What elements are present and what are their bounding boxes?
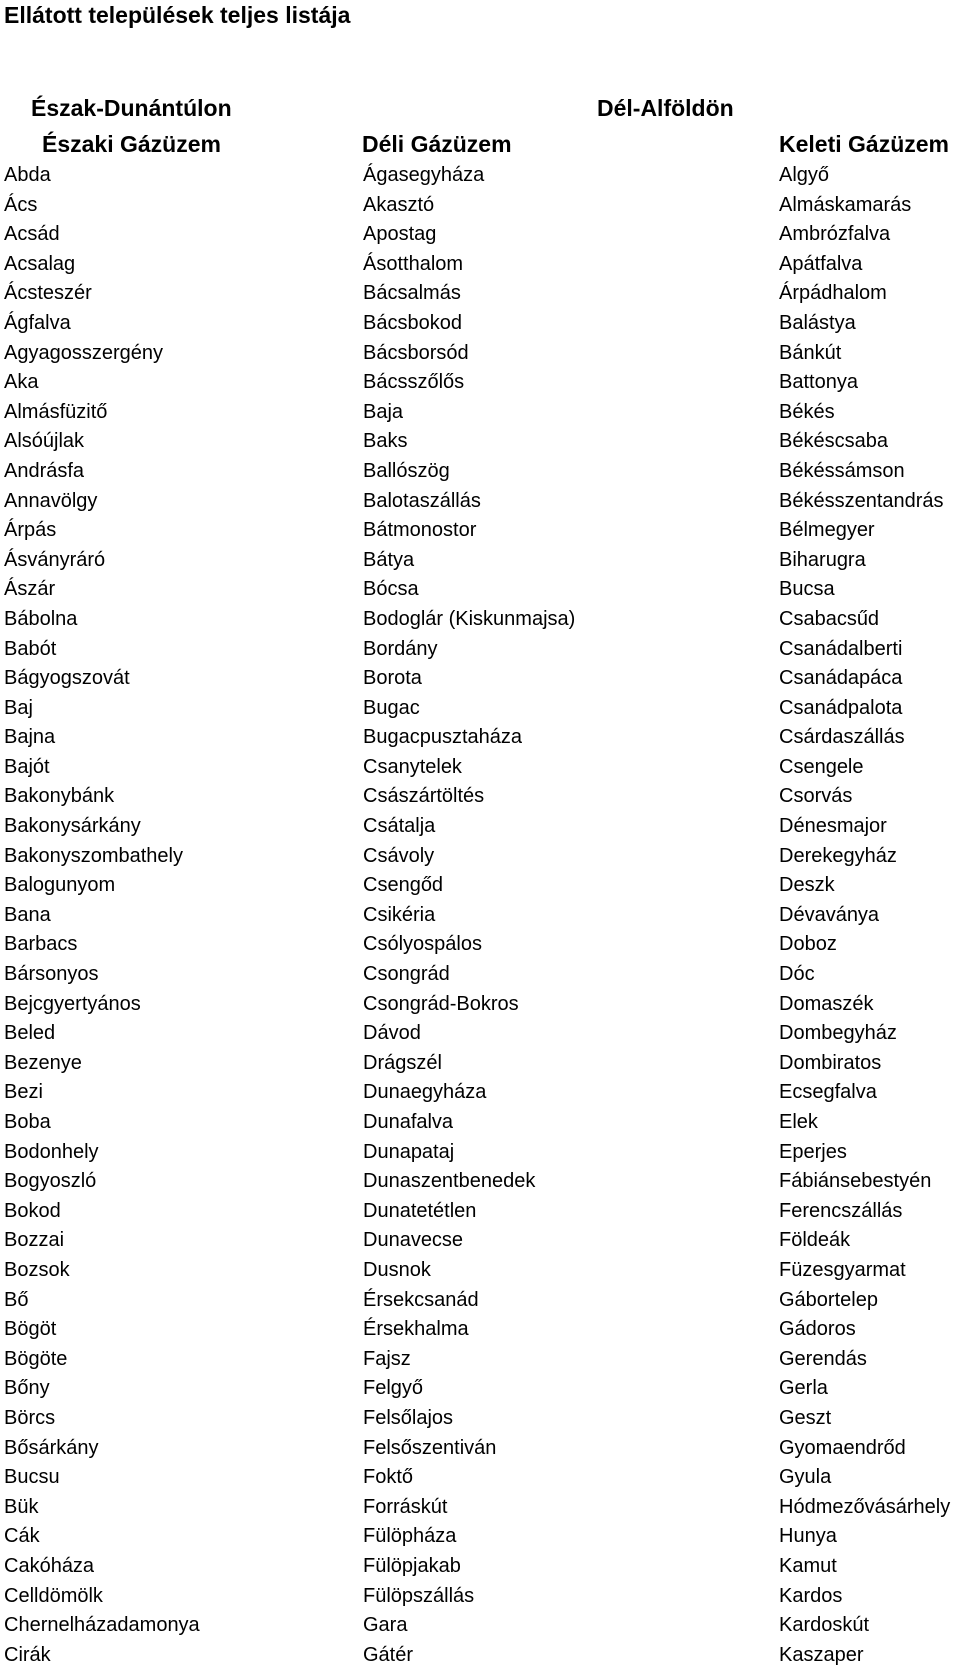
settlement-name: Akasztó [363,193,435,216]
column-heading-southern-gas-plant: Déli Gázüzem [362,131,512,157]
settlement-name: Bácsbokod [363,311,462,334]
settlement-name: Ászár [4,578,56,601]
settlement-name: Érsekcsanád [363,1288,479,1311]
settlement-name: Fajsz [363,1347,411,1370]
settlement-name: Cák [4,1525,40,1548]
settlement-name: Bánkút [779,341,842,364]
settlement-name: Biharugra [779,548,866,571]
settlement-name: Elek [779,1111,818,1133]
settlement-name: Doboz [779,933,837,956]
settlement-name: Csátalja [363,815,436,838]
settlement-name: Kaszaper [779,1643,864,1666]
settlement-name: Bábolna [4,607,78,630]
settlement-name: Ásványráró [4,548,106,571]
settlement-name: Boba [4,1111,51,1133]
settlement-name: Árpádhalom [779,282,887,305]
settlement-name: Dombiratos [779,1051,882,1074]
settlement-name: Csorvás [779,785,853,808]
settlement-name: Csanytelek [363,755,462,778]
settlement-name: Gerendás [779,1347,867,1370]
settlement-name: Agyagosszergény [4,341,163,364]
settlement-name: Cirák [4,1643,51,1666]
settlement-name: Bősárkány [4,1436,99,1459]
settlement-name: Celldömölk [4,1584,103,1607]
settlement-name: Baja [363,400,404,423]
page-title: Ellátott települések teljes listája [4,2,351,28]
settlement-name: Békésszentandrás [779,489,944,512]
settlement-name: Csólyospálos [363,933,482,956]
settlement-name: Ecsegfalva [779,1081,877,1104]
settlement-name: Bögöt [4,1318,57,1341]
settlement-name: Balogunyom [4,874,116,897]
settlement-name: Csongrád [363,963,450,986]
settlement-name: Gara [363,1614,408,1637]
settlement-name: Almáskamarás [779,193,912,216]
settlement-name: Domaszék [779,992,874,1015]
settlement-name: Felgyő [363,1377,424,1400]
settlement-name: Dénesmajor [779,815,887,838]
settlement-name: Bakonybánk [4,785,115,808]
column-heading-northern-gas-plant: Északi Gázüzem [42,131,221,157]
settlement-name: Dunafalva [363,1111,454,1133]
settlement-name: Bő [4,1288,29,1311]
settlement-name: Baj [4,696,33,719]
settlement-name: Andrásfa [4,459,85,482]
settlement-name: Hódmezővásárhely [779,1495,951,1518]
settlement-name: Battonya [779,371,858,394]
settlement-name: Eperjes [779,1140,847,1163]
settlement-name: Csávoly [363,844,435,867]
settlement-name: Dunapataj [363,1140,455,1163]
settlement-list-eastern [779,161,950,1670]
settlement-name: Csárdaszállás [779,726,905,749]
settlement-name: Chernelházadamonya [4,1614,200,1637]
settlement-name: Alsóújlak [4,430,85,453]
settlement-name: Barbacs [4,933,78,956]
settlement-name: Felsőszentiván [363,1436,497,1459]
settlement-name: Földeák [779,1229,851,1252]
settlement-name: Dóc [779,963,815,986]
settlement-name: Gábortelep [779,1288,878,1311]
settlement-name: Ágfalva [4,311,71,334]
region-heading-north-transdanubia: Észak-Dunántúlon [31,95,232,121]
settlement-name: Bátmonostor [363,519,477,542]
settlement-name: Bélmegyer [779,519,875,542]
settlement-name: Bugac [363,696,420,719]
settlement-name: Csanádpalota [779,696,903,719]
region-heading-south-great-plain: Dél-Alföldön [597,95,734,121]
settlement-name: Ácsteszér [4,282,92,305]
settlement-name: Apostag [363,223,437,246]
settlement-name: Abda [4,164,51,186]
settlement-name: Kamut [779,1554,837,1577]
settlement-name: Bozsok [4,1258,70,1281]
settlement-name: Bátya [363,548,415,571]
settlement-name: Csikéria [363,903,436,926]
settlement-name: Almásfüzitő [4,400,108,423]
settlement-name: Aka [4,371,39,394]
settlement-name: Dombegyház [779,1022,897,1045]
settlement-name: Hunya [779,1525,837,1548]
settlement-name: Ballószög [363,459,450,482]
settlement-name: Bodoglár (Kiskunmajsa) [363,607,576,630]
settlement-name: Gyomaendrőd [779,1436,906,1459]
settlement-name: Fülöpjakab [363,1554,461,1577]
settlement-name: Bajna [4,726,56,749]
settlement-name: Forráskút [363,1495,448,1518]
settlement-name: Bük [4,1495,39,1518]
settlement-name: Bejcgyertyános [4,992,141,1015]
settlement-list-southern [363,161,575,1670]
settlement-name: Cakóháza [4,1554,95,1577]
settlement-name: Fábiánsebestyén [779,1170,932,1193]
settlement-name: Békés [779,400,835,423]
settlement-name: Dunaegyháza [363,1081,487,1104]
settlement-name: Bordány [363,637,438,660]
settlement-name: Békéscsaba [779,430,888,453]
settlement-name: Bokod [4,1199,61,1222]
settlement-name: Bajót [4,755,50,778]
settlement-name: Bucsa [779,578,835,601]
settlement-name: Békéssámson [779,459,905,482]
settlement-name: Csongrád-Bokros [363,992,519,1015]
settlement-name: Ács [4,193,38,216]
settlement-name: Bezenye [4,1051,82,1074]
settlement-name: Bácsborsód [363,341,469,364]
settlement-name: Bőny [4,1377,50,1400]
settlement-name: Kardos [779,1584,843,1607]
settlement-name: Baks [363,430,408,453]
settlement-name: Börcs [4,1406,56,1429]
settlement-name: Csanádapáca [779,667,903,690]
settlement-name: Balástya [779,311,856,334]
settlement-name: Csengőd [363,874,444,897]
settlement-name: Bácsszőlős [363,371,465,394]
settlement-name: Bugacpusztaháza [363,726,523,749]
settlement-name: Bácsalmás [363,282,461,305]
settlement-name: Csabacsűd [779,607,880,630]
settlement-name: Derekegyház [779,844,897,867]
settlement-name: Foktő [363,1466,414,1489]
settlement-name: Árpás [4,519,57,542]
settlement-name: Apátfalva [779,252,863,275]
settlement-name: Dunavecse [363,1229,464,1252]
settlement-name: Dusnok [363,1258,431,1281]
settlement-name: Bögöte [4,1347,68,1370]
settlement-name: Drágszél [363,1051,442,1074]
settlement-name: Ásotthalom [363,252,464,275]
settlement-name: Dunatetétlen [363,1199,477,1222]
settlement-name: Gerla [779,1377,828,1400]
settlement-name: Füzesgyarmat [779,1258,906,1281]
settlement-name: Érsekhalma [363,1318,469,1341]
settlement-name: Dévaványa [779,903,880,926]
settlement-name: Ágasegyháza [363,164,485,186]
settlement-name: Geszt [779,1406,832,1429]
settlement-name: Bakonysárkány [4,815,141,838]
settlement-name: Bágyogszovát [4,667,130,690]
column-heading-eastern-gas-plant: Keleti Gázüzem [779,131,949,157]
settlement-name: Felsőlajos [363,1406,454,1429]
settlement-name: Bócsa [363,578,419,601]
settlement-name: Gyula [779,1466,832,1489]
settlement-name: Acsád [4,223,60,246]
settlement-name: Babót [4,637,57,660]
settlement-name: Bozzai [4,1229,65,1252]
settlement-name: Bana [4,903,51,926]
settlement-name: Ferencszállás [779,1199,903,1222]
settlement-name: Borota [363,667,422,690]
settlement-name: Fülöpszállás [363,1584,475,1607]
settlement-name: Balotaszállás [363,489,481,512]
settlement-name: Ambrózfalva [779,223,891,246]
settlement-list-northern [4,161,200,1670]
settlement-name: Deszk [779,874,835,897]
settlement-name: Beled [4,1022,56,1045]
settlement-name: Bársonyos [4,963,99,986]
settlement-name: Dunaszentbenedek [363,1170,536,1193]
settlement-name: Gátér [363,1643,414,1666]
settlement-name: Bogyoszló [4,1170,97,1193]
settlement-name: Bakonyszombathely [4,844,183,867]
settlement-name: Annavölgy [4,489,98,512]
settlement-name: Fülöpháza [363,1525,457,1548]
settlement-name: Kardoskút [779,1614,870,1637]
settlement-name: Csengele [779,755,864,778]
settlement-name: Csanádalberti [779,637,903,660]
settlement-name: Dávod [363,1022,421,1045]
settlement-name: Algyő [779,164,830,186]
settlement-name: Bezi [4,1081,43,1104]
settlement-name: Gádoros [779,1318,856,1341]
settlement-name: Bucsu [4,1466,60,1489]
settlement-name: Acsalag [4,252,76,275]
settlement-name: Császártöltés [363,785,485,808]
settlement-name: Bodonhely [4,1140,99,1163]
